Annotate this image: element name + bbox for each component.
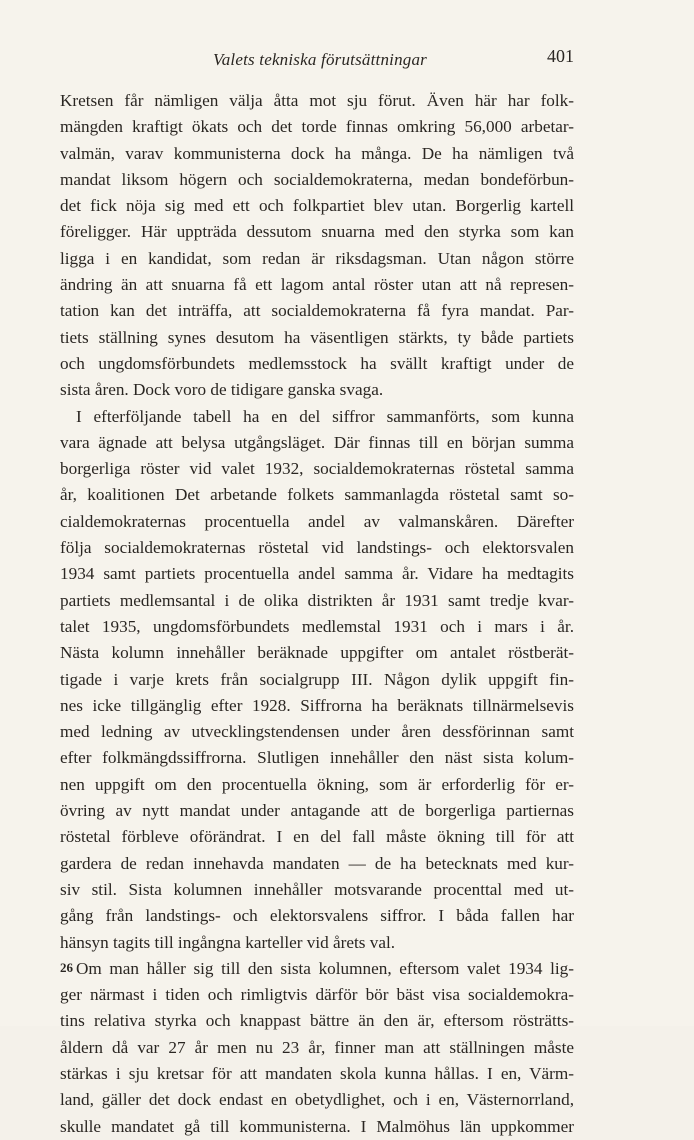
text-line: gång från landstings- och elektorsvalens siffror. I båda fallen har [60, 906, 574, 926]
text-line: föreligger. Här uppträda dessutom snuarna med den styrka som kan [60, 222, 574, 242]
running-title: Valets tekniska förutsättningar [213, 50, 427, 69]
text-line: Kretsen får nämligen välja åtta mot sju förut. Även här har folk- [60, 91, 574, 110]
text-line: och ungdomsförbundets medlemsstock ha svällt kraftigt under de [60, 353, 574, 373]
text-line: det fick nöja sig med ett och folkpartiet blev utan. Borgerlig kartell [60, 196, 574, 216]
text-line: mandat liksom högern och socialdemokraterna, medan bondeförbun- [60, 169, 574, 189]
text-line: partiets medlemsantal i de olika distrikten år 1931 samt tredje kvar- [60, 590, 574, 610]
text-line: stärkas i sju kretsar för att mandaten skola kunna hållas. I en, Värm- [60, 1063, 574, 1083]
text-line: Nästa kolumn innehåller beräknade uppgifter om antalet röstberät- [60, 643, 574, 663]
text-line: tigade i varje krets från socialgrupp III. Någon dylik uppgift fin- [60, 669, 574, 689]
text-line: efter folkmängdssiffrorna. Slutligen innehåller den näst sista kolum- [60, 748, 574, 768]
text-line: tation kan det inträffa, att socialdemokraterna få fyra mandat. Par- [60, 301, 574, 321]
text-line: cialdemokraternas procentuella andel av valmanskåren. Därefter [60, 511, 574, 531]
printer-signature-mark: 26 [60, 960, 73, 975]
text-line: gardera de redan innehavda mandaten — de ha betecknats med kur- [60, 853, 574, 873]
text-line: skulle mandatet gå till kommunisterna. I Malmöhus län uppkommer [60, 1116, 574, 1136]
text-line: röstetal förbleve oförändrat. I en del fall måste ökning till för att [60, 827, 574, 847]
running-head [60, 46, 574, 74]
body-text [60, 88, 574, 1140]
text-line: ändring än att snuarna få ett lagom antal röster utan att nå represen- [60, 275, 574, 295]
text-line: följa socialdemokraternas röstetal vid landstings- och elektorsvalen [60, 538, 574, 558]
text-line: talet 1935, ungdomsförbundets medlemstal 1931 och i mars i år. [60, 616, 574, 636]
page-number: 401 [547, 46, 574, 66]
text-line: tins relativa styrka och knappast bättre än den är, eftersom rösträtts- [60, 1011, 574, 1031]
text-line: ger närmast i tiden och rimligtvis därför bör bäst visa socialdemokra- [60, 985, 574, 1005]
text-line: vara ägnade att belysa utgångsläget. Där finnas till en början summa [60, 432, 574, 452]
text-line: med ledning av utvecklingstendensen under åren dessförinnan samt [60, 722, 574, 742]
text-line: land, gäller det dock endast en obetydlighet, och i en, Västernorrland, [60, 1090, 574, 1110]
text-line: sista åren. Dock voro de tidigare ganska svaga. [60, 380, 384, 400]
text-line: I efterföljande tabell ha en del siffror sammanförts, som kunna [76, 406, 574, 426]
text-line: åldern då var 27 år men nu 23 år, finner man att ställningen måste [60, 1037, 574, 1057]
text-line: valmän, varav kommunisterna dock ha många. De ha nämligen två [60, 143, 574, 163]
text-line: borgerliga röster vid valet 1932, socialdemokraternas röstetal samma [60, 459, 574, 479]
text-line: tiets ställning synes desutom ha väsentligen stärkts, ty både partiets [60, 327, 574, 347]
text-line: hänsyn tagits till ingångna karteller vid årets val. [60, 932, 396, 952]
text-line: siv stil. Sista kolumnen innehåller motsvarande procenttal med ut- [60, 879, 574, 899]
text-line: nen uppgift om den procentuella ökning, som är erforderlig för er- [60, 774, 574, 794]
text-line: övring av nytt mandat under antagande att de borgerliga partiernas [60, 801, 574, 821]
text-line: ligga i en kandidat, som redan är riksdagsman. Utan någon större [60, 248, 574, 268]
text-line: Om man håller sig till den sista kolumnen, eftersom valet 1934 lig- [76, 958, 574, 978]
text-line: nes icke tillgänglig efter 1928. Siffrorna ha beräknats tillnärmelsevis [60, 695, 574, 715]
text-line: år, koalitionen Det arbetande folkets sammanlagda röstetal samt so- [60, 485, 574, 505]
text-line: 1934 samt partiets procentuella andel samma år. Vidare ha medtagits [60, 564, 574, 584]
text-line: mängden kraftigt ökats och det torde finnas omkring 56,000 arbetar- [60, 117, 574, 137]
